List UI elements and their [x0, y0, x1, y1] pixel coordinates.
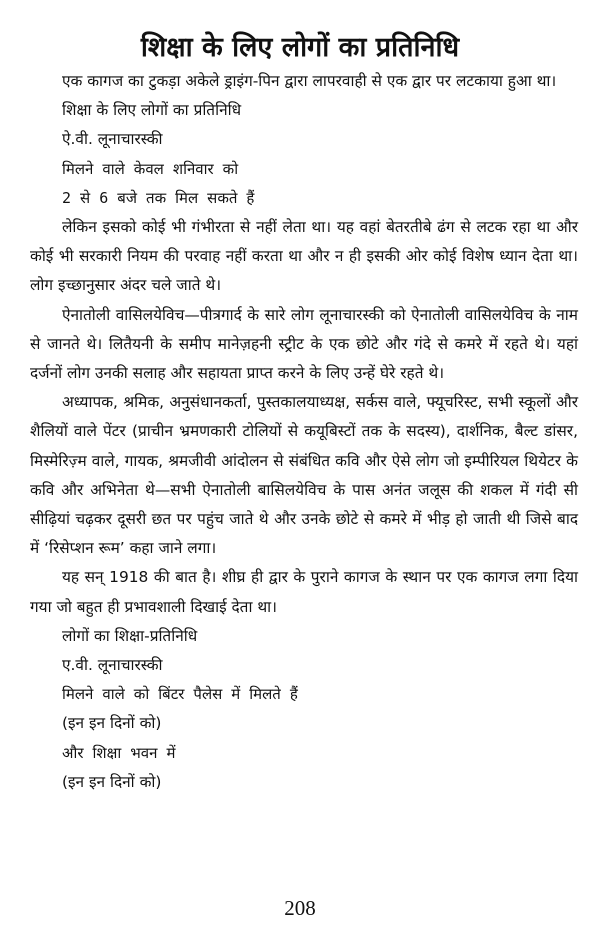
paragraph-5: यह सन् 1918 की बात है। शीघ्र ही द्वार के पुराने कागज के स्थान पर एक कागज लगा दिया गया जो बहुत ही प्रभावशाली दिखाई देता था।	[30, 568, 578, 616]
chapter-title: शिक्षा के लिए लोगों का प्रतिनिधि	[140, 32, 460, 64]
paragraph-1: एक कागज का टुकड़ा अकेले ड्राइंग-पिन द्वारा लापरवाही से एक द्वार पर लटकाया हुआ था।	[62, 72, 557, 90]
first-notice-line-2: ऐ.वी. लूनाचारस्की	[62, 130, 163, 149]
first-notice-line-1: शिक्षा के लिए लोगों का प्रतिनिधि	[62, 101, 242, 120]
first-notice-line-4: 2 से 6 बजे तक मिल सकते हैं	[62, 188, 255, 207]
second-notice-line-5: और शिक्षा भवन में	[62, 743, 176, 762]
first-notice-line-3: मिलने वाले केवल शनिवार को	[62, 159, 239, 178]
paragraph-3: ऐनातोली वासिलयेविच—पीत्रगार्द के सारे लोग लूनाचारस्की को ऐनातोली वासिलयेविच के नाम से जानते थे। लितैयनी के समीप मानेज़हनी स्ट्रीट के एक छोटे और गंदे से कमरे में रहते थे। यहां दर्जनों लोग उनकी सलाह और सहायता प्राप्त करने के लिए उन्हें घेरे रहते थे।	[30, 305, 578, 383]
second-notice	[30, 622, 578, 797]
page-body	[30, 67, 578, 797]
second-notice-line-1: लोगों का शिक्षा-प्रतिनिधि	[62, 626, 198, 645]
paragraph-4: अध्यापक, श्रमिक, अनुसंधानकर्ता, पुस्तकालयाध्यक्ष, सर्कस वाले, फ्यूचरिस्ट, सभी स्कूलों और शैलियों वाले पेंटर (प्राचीन भ्रमणकारी टोलियों से कयूबिस्टों तक के सदस्य), दार्शनिक, बैल्ट डांसर, मिस्मेरिज़्म वाले, गायक, श्रमजीवी आंदोलन से संबंधित कवि और ऐसे लोग जो इम्पीरियल थियेटर के कवि और अभिनेता थे—सभी ऐनातोली बासिलयेविच के पास अनंत जलूस की शकल में गंदी सी सीढ़ियां चढ़कर दूसरी छत पर पहुंच जाते थे और उनके छोटे से कमरे में भीड़ हो जाती थी जिसे बाद में ‘रिसेप्शन रूम’ कहा जाने लगा।	[30, 393, 578, 558]
second-notice-line-6: (इन इन दिनों को)	[62, 772, 162, 791]
paragraph-2: लेकिन इसको कोई भी गंभीरता से नहीं लेता था। यह वहां बेतरतीबे ढंग से लटक रहा था और कोई भी सरकारी नियम की परवाह नहीं करता था और न ही इसकी ओर कोई विशेष ध्यान देता था। लोग इच्छानुसार अंदर चले जाते थे।	[30, 218, 578, 295]
first-notice	[30, 96, 578, 213]
second-notice-line-2: ए.वी. लूनाचारस्की	[62, 656, 163, 675]
second-notice-line-4: (इन इन दिनों को)	[62, 714, 162, 733]
second-notice-line-3: मिलने वाले को बिंटर पैलेस में मिलते हैं	[62, 685, 298, 704]
page-number: 208	[284, 896, 316, 920]
